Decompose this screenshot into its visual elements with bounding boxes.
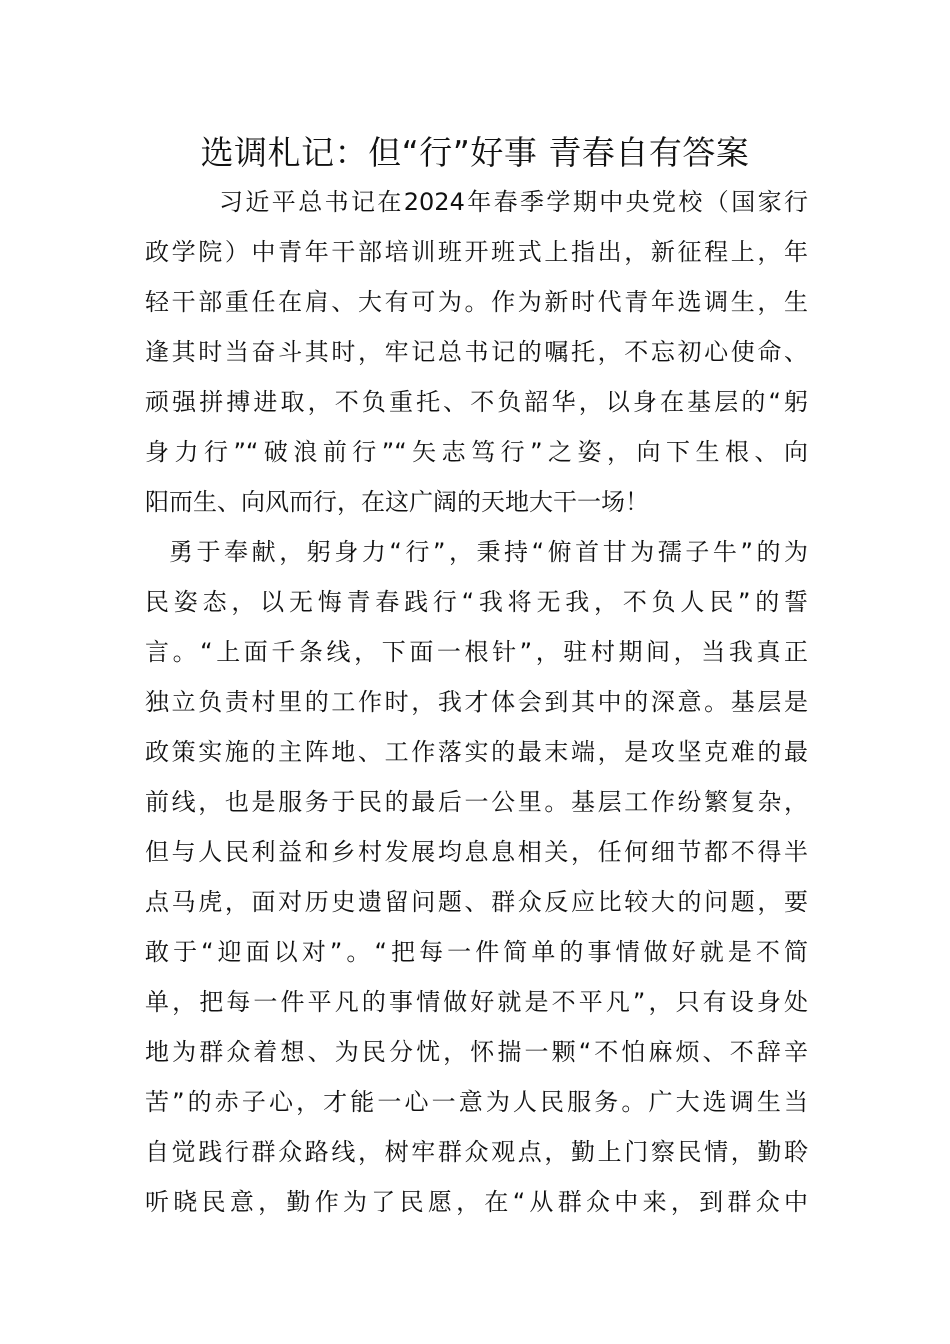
body-line: 轻干部重任在肩、大有可为。作为新时代青年选调生，生	[145, 288, 808, 316]
document-body	[145, 177, 808, 1227]
body-line: 单，把每一件平凡的事情做好就是不平凡”，只有设身处	[145, 988, 808, 1016]
document-title: 选调札记：但“行”好事 青春自有答案	[200, 133, 750, 172]
body-line: 前线，也是服务于民的最后一公里。基层工作纷繁复杂，	[145, 788, 808, 816]
body-line: 独立负责村里的工作时，我才体会到其中的深意。基层是	[145, 688, 808, 716]
body-line: 民姿态，以无悔青春践行“我将无我，不负人民”的誓	[145, 588, 808, 616]
body-line: 逢其时当奋斗其时，牢记总书记的嘱托，不忘初心使命、	[145, 338, 808, 366]
body-line: 顽强拼搏进取，不负重托、不负韶华，以身在基层的“躬	[145, 388, 808, 416]
body-line: 自觉践行群众路线，树牢群众观点，勤上门察民情，勤聆	[145, 1138, 808, 1166]
body-line: 习近平总书记在2024年春季学期中央党校（国家行	[219, 188, 808, 216]
body-line: 阳而生、向风而行，在这广阔的天地大干一场！	[145, 488, 649, 516]
body-line: 地为群众着想、为民分忧，怀揣一颗“不怕麻烦、不辞辛	[145, 1038, 808, 1066]
body-line: 政学院）中青年干部培训班开班式上指出，新征程上，年	[145, 238, 808, 266]
body-line: 勇于奉献，躬身力“行”，秉持“俯首甘为孺子牛”的为	[169, 538, 808, 566]
body-line: 身力行”“破浪前行”“矢志笃行”之姿，向下生根、向	[145, 438, 808, 466]
body-line: 言。“上面千条线，下面一根针”，驻村期间，当我真正	[145, 638, 808, 666]
body-line: 点马虎，面对历史遗留问题、群众反应比较大的问题，要	[145, 888, 808, 916]
body-line: 政策实施的主阵地、工作落实的最末端，是攻坚克难的最	[145, 738, 808, 766]
body-line: 敢于“迎面以对”。“把每一件简单的事情做好就是不简	[145, 938, 808, 966]
body-line: 苦”的赤子心，才能一心一意为人民服务。广大选调生当	[145, 1088, 808, 1116]
body-line: 但与人民利益和乡村发展均息息相关，任何细节都不得半	[145, 838, 808, 866]
body-line: 听晓民意，勤作为了民愿，在“从群众中来，到群众中	[145, 1188, 808, 1216]
